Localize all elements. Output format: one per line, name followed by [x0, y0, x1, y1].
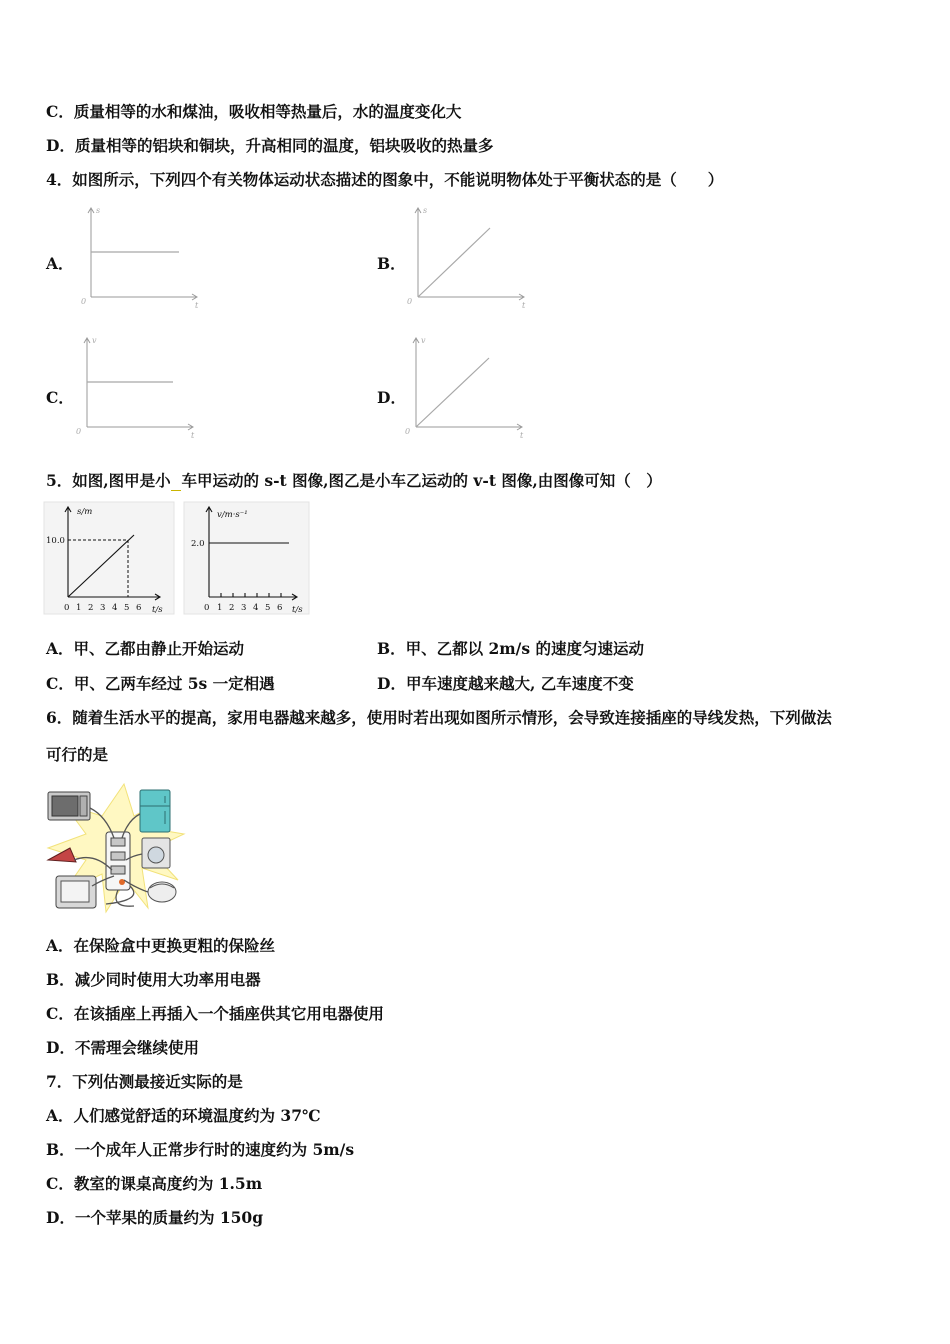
q5-vt-tick-2: 2: [229, 603, 235, 613]
q5-graph-vt: [184, 502, 309, 616]
q4a-origin: 0: [81, 297, 87, 306]
q4-stem: 4．如图所示，下列四个有关物体运动状态描述的图象中，不能说明物体处于平衡状态的是（ ）: [46, 170, 724, 189]
q4-graph-d: [403, 335, 533, 440]
q4b-y-label: s: [423, 206, 428, 215]
q4d-curve: [416, 358, 489, 427]
q5-option-c: C．甲、乙两车经过 5s 一定相遇: [46, 674, 275, 693]
refrigerator-icon: [140, 790, 170, 832]
rice-cooker-icon: [148, 882, 176, 902]
q5-st-tick-0: 0: [64, 603, 70, 613]
q5-st-tick-1: 1: [76, 603, 82, 613]
q5-st-ylabel: s/m: [77, 507, 93, 517]
q4-option-d-label: D．: [377, 388, 406, 407]
q4b-origin: 0: [407, 297, 413, 306]
q4c-x-label: t: [191, 431, 195, 440]
q5-stem-a: 5．如图,图甲是小: [46, 471, 171, 490]
q5-st-tick-6: 6: [136, 603, 142, 613]
q5-vt-tick-5: 5: [265, 603, 271, 613]
q4c-y-label: v: [92, 336, 97, 345]
q4d-y-label: v: [421, 336, 426, 345]
microwave-icon: [48, 792, 90, 820]
q4c-origin: 0: [76, 427, 82, 436]
q5-st-yval: 10.0: [46, 536, 65, 546]
q6-stem-line1: 6．随着生活水平的提高，家用电器越来越多，使用时若出现如图所示情形，会导致连接插座的导线发热，下列做法: [46, 708, 832, 727]
q5-vt-tick-1: 1: [217, 603, 223, 613]
q7-option-b: B．一个成年人正常步行时的速度约为 5m/s: [46, 1140, 355, 1159]
q5-option-d: D．甲车速度越来越大, 乙车速度不变: [377, 674, 634, 693]
q7-option-c: C．教室的课桌高度约为 1.5m: [46, 1174, 263, 1193]
q7-option-a: A．人们感觉舒适的环境温度约为 37℃: [46, 1106, 321, 1125]
q5-st-xlabel: t/s: [152, 605, 163, 615]
q4-graph-b: [405, 205, 535, 310]
q5-st-tick-5: 5: [124, 603, 130, 613]
q5-vt-tick-4: 4: [253, 603, 259, 613]
q5-stem: [46, 470, 662, 492]
q6-overloaded-socket-illustration: [44, 776, 194, 918]
q6-option-d: D．不需理会继续使用: [46, 1038, 199, 1057]
q5-vt-xlabel: t/s: [292, 605, 303, 615]
q6-stem-line2: 可行的是: [46, 745, 109, 764]
q5-vt-tick-0: 0: [204, 603, 210, 613]
q5-option-b: B．甲、乙都以 2m/s 的速度匀速运动: [377, 639, 644, 658]
q4a-y-label: s: [96, 206, 101, 215]
washing-machine-icon: [142, 838, 170, 868]
q7-stem: 7．下列估测最接近实际的是: [46, 1072, 243, 1091]
q5-vt-tick-3: 3: [241, 603, 247, 613]
q3-option-c: C．质量相等的水和煤油，吸收相等热量后，水的温度变化大: [46, 102, 462, 121]
q3-option-d: D．质量相等的铝块和铜块，升高相同的温度，铝块吸收的热量多: [46, 136, 494, 155]
q5-st-tick-3: 3: [100, 603, 106, 613]
q4a-x-label: t: [195, 301, 199, 310]
q4-option-c-label: C．: [46, 388, 74, 407]
q4d-x-label: t: [520, 431, 524, 440]
q4b-curve: [418, 228, 490, 297]
q4-graph-a: [78, 205, 208, 310]
q5-stem-blank: [171, 471, 182, 491]
q4-option-a-label: A．: [46, 254, 74, 273]
q4b-x-label: t: [522, 301, 526, 310]
q5-option-a: A．甲、乙都由静止开始运动: [46, 639, 245, 658]
q5-st-tick-4: 4: [112, 603, 118, 613]
q6-option-b: B．减少同时使用大功率用电器: [46, 970, 261, 989]
q4-graph-c: [74, 335, 204, 440]
q4-option-b-label: B．: [377, 254, 406, 273]
q6-option-c: C．在该插座上再插入一个插座供其它用电器使用: [46, 1004, 384, 1023]
q5-vt-ylabel: v/m·s⁻¹: [217, 510, 248, 520]
television-icon: [56, 876, 96, 908]
q6-option-a: A．在保险盒中更换更粗的保险丝: [46, 936, 276, 955]
q5-st-tick-2: 2: [88, 603, 94, 613]
q5-vt-yval: 2.0: [191, 539, 205, 549]
q5-stem-b: 车甲运动的 s-t 图像,图乙是小车乙运动的 v-t 图像,由图像可知（ ）: [181, 471, 662, 490]
q4d-origin: 0: [405, 427, 411, 436]
q5-vt-tick-6: 6: [277, 603, 283, 613]
q5-graph-st: [44, 502, 174, 616]
q7-option-d: D．一个苹果的质量约为 150g: [46, 1208, 264, 1227]
